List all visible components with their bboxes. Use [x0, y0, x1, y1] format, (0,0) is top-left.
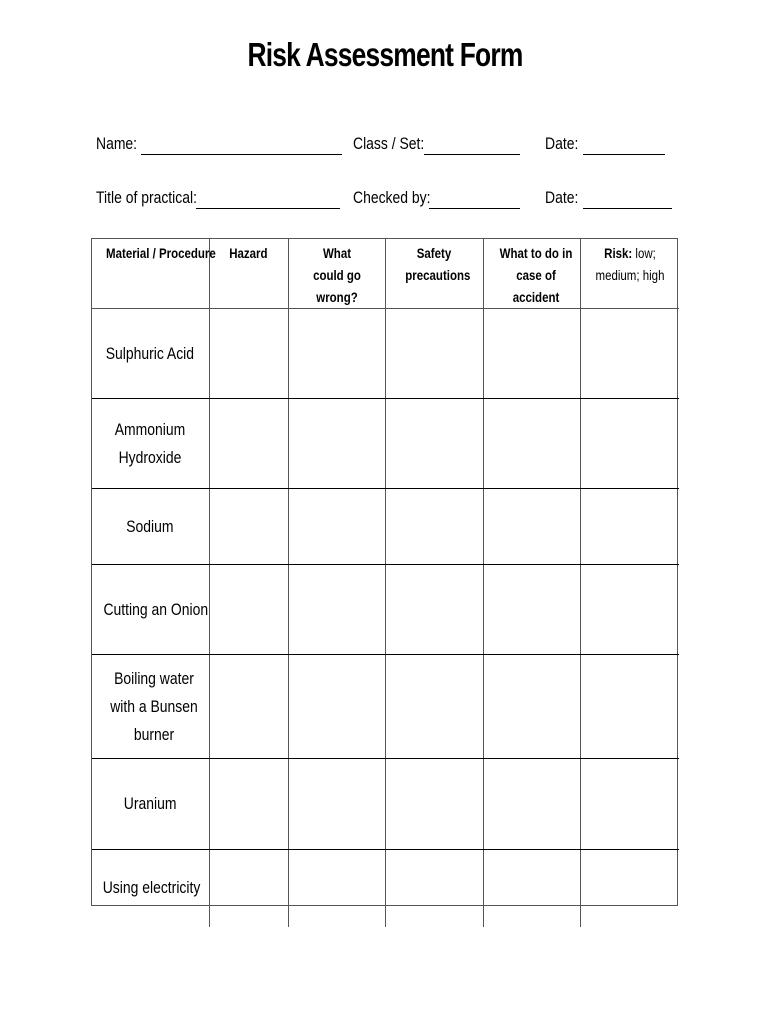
risk-cell[interactable] — [580, 655, 679, 759]
table-header-row — [92, 239, 679, 309]
material-cell: Boiling water with a Bunsen burner — [92, 655, 209, 759]
hazard-cell[interactable] — [209, 655, 288, 759]
column-header-hazard: Hazard — [209, 239, 288, 309]
risk-assessment-table — [91, 238, 678, 906]
safety-precautions-cell[interactable] — [385, 399, 483, 489]
what-to-do-cell[interactable] — [483, 309, 580, 399]
safety-precautions-cell[interactable] — [385, 565, 483, 655]
safety-precautions-cell[interactable] — [385, 759, 483, 850]
table-row — [92, 309, 679, 399]
what-could-go-wrong-cell[interactable] — [288, 309, 385, 399]
risk-cell[interactable] — [580, 309, 679, 399]
what-to-do-cell[interactable] — [483, 489, 580, 565]
table-row — [92, 489, 679, 565]
risk-cell[interactable] — [580, 399, 679, 489]
risk-cell[interactable] — [580, 489, 679, 565]
date-field-2[interactable] — [583, 208, 672, 209]
table-row — [92, 399, 679, 489]
column-header-material: Material / Procedure — [92, 239, 209, 309]
what-to-do-cell[interactable] — [483, 399, 580, 489]
what-to-do-cell[interactable] — [483, 655, 580, 759]
safety-precautions-cell[interactable] — [385, 850, 483, 927]
safety-precautions-cell[interactable] — [385, 489, 483, 565]
hazard-cell[interactable] — [209, 309, 288, 399]
hazard-cell[interactable] — [209, 489, 288, 565]
what-could-go-wrong-cell[interactable] — [288, 489, 385, 565]
hazard-cell[interactable] — [209, 759, 288, 850]
name-field[interactable] — [141, 154, 342, 155]
title-of-practical-label: Title of practical: — [96, 188, 197, 207]
title-of-practical-field[interactable] — [196, 208, 340, 209]
table-row — [92, 655, 679, 759]
table-row — [92, 850, 679, 927]
material-cell: Ammonium Hydroxide — [92, 399, 209, 489]
risk-cell[interactable] — [580, 565, 679, 655]
table-row — [92, 759, 679, 850]
what-could-go-wrong-cell[interactable] — [288, 655, 385, 759]
page-title: Risk Assessment Form — [247, 36, 523, 73]
what-to-do-cell[interactable] — [483, 759, 580, 850]
what-could-go-wrong-cell[interactable] — [288, 399, 385, 489]
table-row — [92, 565, 679, 655]
material-cell: Sulphuric Acid — [92, 309, 209, 399]
what-could-go-wrong-cell[interactable] — [288, 565, 385, 655]
hazard-cell[interactable] — [209, 399, 288, 489]
date-field-1[interactable] — [583, 154, 665, 155]
hazard-cell[interactable] — [209, 850, 288, 927]
checked-by-label: Checked by: — [353, 188, 431, 207]
name-label: Name: — [96, 134, 138, 153]
checked-by-field[interactable] — [429, 208, 520, 209]
column-header-what-to-do: What to do in case of accident — [483, 239, 580, 309]
column-header-risk: Risk: low; medium; high — [580, 239, 679, 309]
column-header-what-could-go-wrong: What could go wrong? — [288, 239, 385, 309]
material-cell: Using electricity — [102, 878, 201, 898]
what-could-go-wrong-cell[interactable] — [288, 850, 385, 927]
what-to-do-cell[interactable] — [483, 565, 580, 655]
date-label-1: Date: — [545, 134, 579, 153]
hazard-cell[interactable] — [209, 565, 288, 655]
safety-precautions-cell[interactable] — [385, 655, 483, 759]
material-cell: Cutting an Onion — [92, 565, 209, 655]
material-cell: Uranium — [92, 759, 209, 850]
safety-precautions-cell[interactable] — [385, 309, 483, 399]
date-label-2: Date: — [545, 188, 579, 207]
material-cell: Sodium — [92, 489, 209, 565]
class-set-field[interactable] — [424, 154, 520, 155]
risk-cell[interactable] — [580, 759, 679, 850]
class-set-label: Class / Set: — [353, 134, 425, 153]
what-could-go-wrong-cell[interactable] — [288, 759, 385, 850]
what-to-do-cell[interactable] — [483, 850, 580, 927]
column-header-safety-precautions: Safety precautions — [385, 239, 483, 309]
risk-cell[interactable] — [580, 850, 679, 927]
